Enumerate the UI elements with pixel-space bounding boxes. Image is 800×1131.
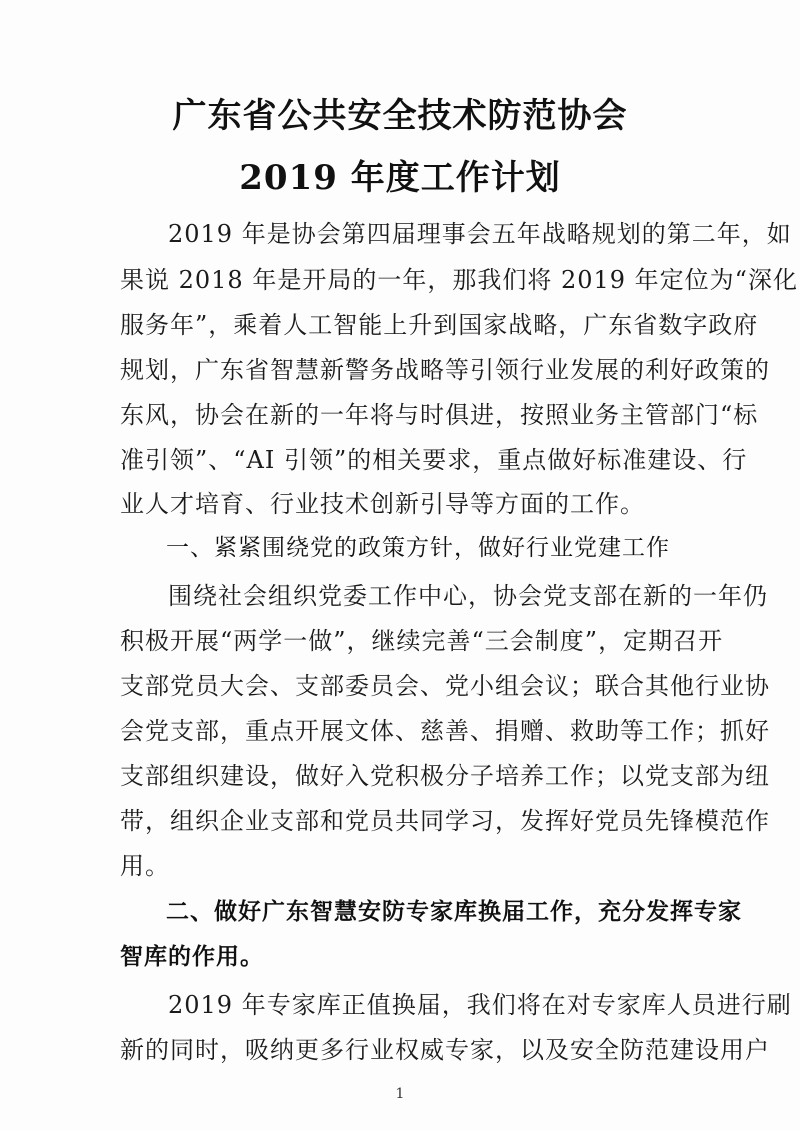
section-1-heading: 一、紧紧围绕党的政策方针，做好行业党建工作 <box>166 535 670 561</box>
intro-line-4: 规划，广东省智慧新警务战略等引领行业发展的利好政策的 <box>120 356 770 384</box>
intro-line-7: 业人才培育、行业技术创新引导等方面的工作。 <box>120 490 645 518</box>
section-2-heading-line-2: 智库的作用。 <box>120 944 264 970</box>
section-1-line-3: 支部党员大会、支部委员会、党小组会议；联合其他行业协 <box>120 672 770 700</box>
section-1-line-7: 用。 <box>120 852 170 880</box>
intro-line-5: 东风，协会在新的一年将与时俱进，按照业务主管部门“标 <box>120 401 759 429</box>
section-1-line-6: 带，组织企业支部和党员共同学习，发挥好党员先锋模范作 <box>120 807 770 835</box>
intro-line-3: 服务年”，乘着人工智能上升到国家战略，广东省数字政府 <box>120 311 759 339</box>
document-subtitle: 2019 年度工作计划 <box>239 158 561 198</box>
section-1-line-5: 支部组织建设，做好入党积极分子培养工作；以党支部为纽 <box>120 762 770 790</box>
intro-line-6: 准引领”、“AI 引领”的相关要求，重点做好标准建设、行 <box>120 446 748 474</box>
section-2-line-2: 新的同时，吸纳更多行业权威专家，以及安全防范建设用户 <box>120 1036 770 1064</box>
section-1-line-4: 会党支部，重点开展文体、慈善、捐赠、救助等工作；抓好 <box>120 717 770 745</box>
section-2-line-1: 2019 年专家库正值换届，我们将在对专家库人员进行刷 <box>168 991 792 1019</box>
intro-line-2: 果说 2018 年是开局的一年，那我们将 2019 年定位为“深化 <box>120 266 798 294</box>
document-title: 广东省公共安全技术防范协会 <box>172 96 628 136</box>
section-1-line-1: 围绕社会组织党委工作中心，协会党支部在新的一年仍 <box>168 582 768 610</box>
intro-line-1: 2019 年是协会第四届理事会五年战略规划的第二年，如 <box>168 220 792 248</box>
page-number: 1 <box>395 1086 405 1102</box>
section-2-heading-line-1: 二、做好广东智慧安防专家库换届工作，充分发挥专家 <box>166 899 742 925</box>
section-1-line-2: 积极开展“两学一做”，继续完善“三会制度”，定期召开 <box>120 627 724 655</box>
